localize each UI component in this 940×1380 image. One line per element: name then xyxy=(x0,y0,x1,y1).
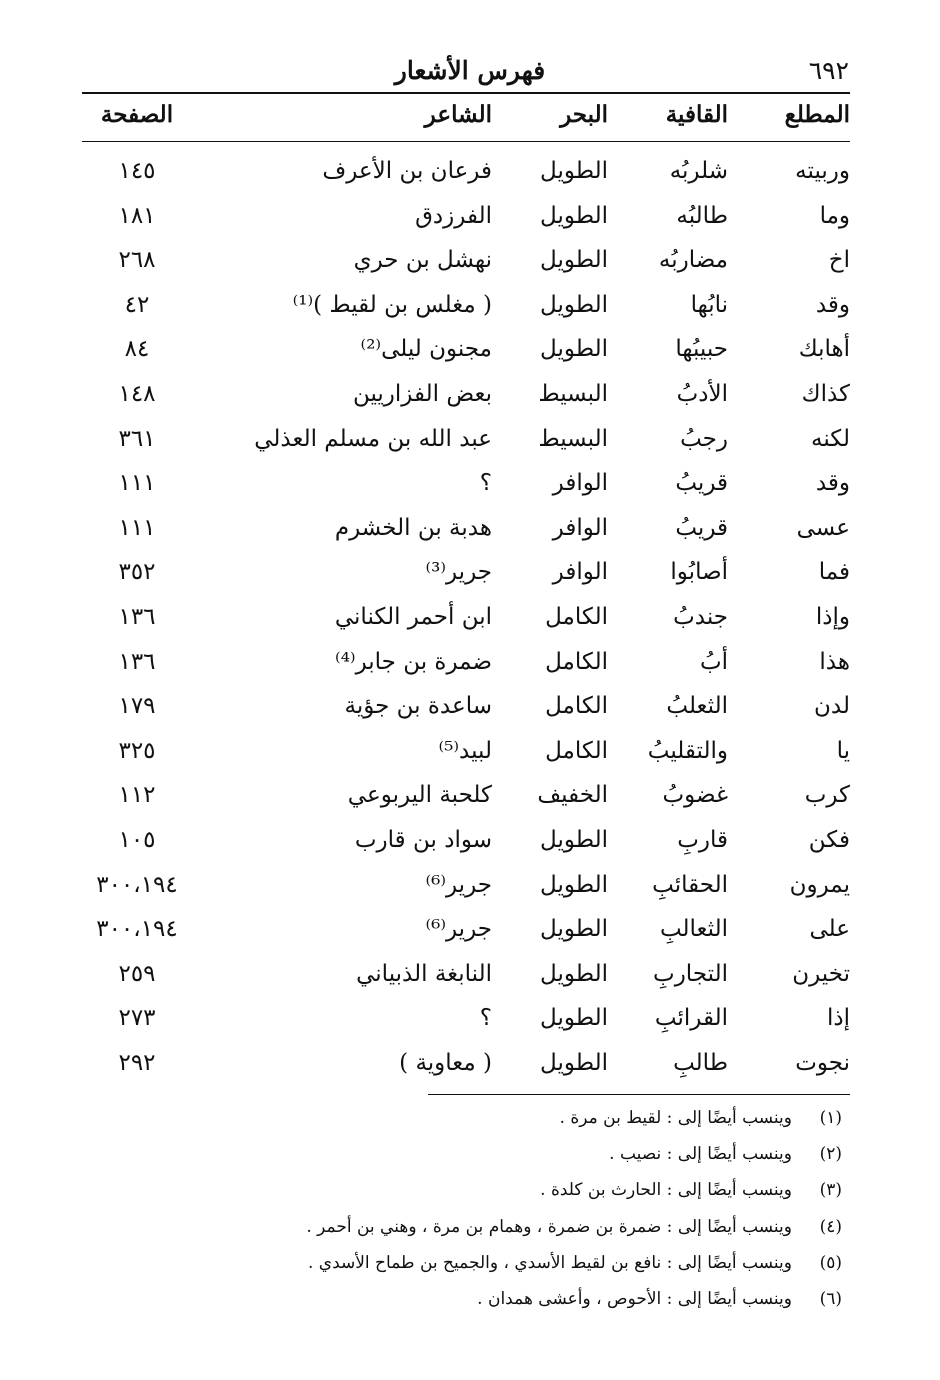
footnote-number: (٢) xyxy=(819,1144,842,1165)
cell-bahr: البسيط xyxy=(538,380,608,407)
cell-page: ٣٢٥ xyxy=(118,737,156,764)
footnote-text: وينسب أيضًا إلى : الأحوص ، وأعشى همدان . xyxy=(477,1288,792,1309)
cell-qafiya: قريبُ xyxy=(675,514,728,541)
table-row xyxy=(82,330,850,375)
column-header-qafiya: القافية xyxy=(665,101,728,128)
cell-shaer: ابن أحمر الكناني xyxy=(334,603,492,630)
cell-matla: لكنه xyxy=(811,425,850,452)
cell-matla: على xyxy=(809,916,850,943)
cell-matla: إذا xyxy=(826,1005,850,1032)
table-row xyxy=(82,687,850,732)
table-row xyxy=(82,866,850,911)
cell-shaer: لبيد⁽⁵⁾ xyxy=(438,737,492,764)
cell-shaer: عبد الله بن مسلم العذلي xyxy=(254,425,492,452)
cell-matla: اخ xyxy=(828,247,850,274)
footnote-number: (٥) xyxy=(819,1252,842,1273)
footnote-number: (٤) xyxy=(819,1216,842,1237)
cell-matla: لدن xyxy=(814,693,850,720)
cell-matla: يمرون xyxy=(789,871,850,898)
cell-qafiya: نابُها xyxy=(690,291,728,318)
cell-bahr: الوافر xyxy=(552,470,608,497)
cell-bahr: الطويل xyxy=(540,826,608,853)
column-header-shaer: الشاعر xyxy=(424,101,492,128)
cell-qafiya: رجبُ xyxy=(680,425,728,452)
cell-shaer: ( مغلس بن لقيط )⁽¹⁾ xyxy=(292,291,492,318)
footnote-text: وينسب أيضًا إلى : لقيط بن مرة . xyxy=(559,1108,792,1128)
poetry-index-table xyxy=(82,152,850,1088)
cell-shaer: كلحبة اليربوعي xyxy=(347,782,492,809)
cell-page: ٣٠٠،١٩٤ xyxy=(96,871,178,898)
cell-bahr: الطويل xyxy=(540,291,608,318)
cell-qafiya: طالبُه xyxy=(676,202,728,229)
cell-qafiya: مضاربُه xyxy=(658,247,728,274)
cell-qafiya: قاربِ xyxy=(677,826,728,853)
cell-bahr: الوافر xyxy=(552,514,608,541)
cell-bahr: البسيط xyxy=(538,425,608,452)
table-row xyxy=(82,732,850,777)
footnote-text: وينسب أيضًا إلى : نافع بن لقيط الأسدي ، والجميح بن طماح الأسدي . xyxy=(307,1252,792,1273)
cell-matla: كرب xyxy=(804,782,850,809)
cell-bahr: الطويل xyxy=(540,960,608,987)
cell-qafiya: أصابُوا xyxy=(670,559,728,586)
footnote xyxy=(280,1211,850,1247)
cell-qafiya: الحقائبِ xyxy=(652,871,728,898)
cell-page: ٢٥٩ xyxy=(118,960,156,987)
cell-shaer: النابغة الذبياني xyxy=(356,960,492,987)
cell-matla: تخيرن xyxy=(792,960,850,987)
table-row xyxy=(82,643,850,688)
cell-shaer: ضمرة بن جابر⁽⁴⁾ xyxy=(335,648,492,675)
cell-matla: نجوت xyxy=(795,1049,850,1076)
cell-shaer: نهشل بن حري xyxy=(353,247,492,274)
cell-page: ١٨١ xyxy=(118,202,156,229)
page-number: ٦٩٢ xyxy=(808,56,849,85)
cell-bahr: الطويل xyxy=(540,202,608,229)
running-title: فهرس الأشعار xyxy=(394,56,546,85)
cell-matla: فكن xyxy=(808,826,850,853)
cell-qafiya: والتقليبُ xyxy=(647,737,728,764)
cell-shaer: فرعان بن الأعرف xyxy=(322,158,492,184)
table-row xyxy=(82,776,850,821)
footnote xyxy=(280,1247,850,1283)
cell-qafiya: القرائبِ xyxy=(654,1005,728,1032)
footnote xyxy=(280,1283,850,1319)
cell-matla: أهابك xyxy=(798,336,850,363)
table-row xyxy=(82,821,850,866)
cell-qafiya: الثعالبِ xyxy=(659,916,728,943)
cell-bahr: الكامل xyxy=(545,693,608,720)
cell-page: ٢٩٢ xyxy=(118,1049,156,1076)
cell-page: ١٣٦ xyxy=(118,603,156,630)
cell-bahr: الخفيف xyxy=(537,782,608,809)
cell-shaer: جرير⁽⁶⁾ xyxy=(425,916,492,943)
cell-shaer: سواد بن قارب xyxy=(354,826,492,853)
cell-shaer: ( معاوية ) xyxy=(399,1049,492,1076)
table-row xyxy=(82,152,850,197)
table-row xyxy=(82,464,850,509)
cell-bahr: الطويل xyxy=(540,916,608,943)
footnotes xyxy=(280,1102,850,1319)
footnote-number: (٣) xyxy=(819,1180,842,1201)
cell-shaer: الفرزدق xyxy=(415,202,492,229)
cell-qafiya: الثعلبُ xyxy=(666,693,728,720)
cell-page: ١١١ xyxy=(118,470,156,497)
cell-shaer: بعض الفزاريين xyxy=(352,380,492,407)
cell-bahr: الوافر xyxy=(552,559,608,586)
footnote-text: وينسب أيضًا إلى : الحارث بن كلدة . xyxy=(540,1180,792,1201)
cell-shaer: هدبة بن الخشرم xyxy=(334,514,492,541)
cell-bahr: الطويل xyxy=(540,247,608,274)
cell-page: ٣٥٢ xyxy=(118,559,156,586)
cell-page: ٣٦١ xyxy=(118,425,156,452)
cell-qafiya: التجاربِ xyxy=(653,960,728,987)
footnote xyxy=(280,1174,850,1210)
cell-page: ١١٢ xyxy=(118,782,156,809)
cell-matla: يا xyxy=(836,737,850,764)
cell-qafiya: شلربُه xyxy=(669,158,728,184)
table-row xyxy=(82,375,850,420)
cell-matla: فما xyxy=(818,559,850,586)
cell-qafiya: جندبُ xyxy=(673,603,728,630)
cell-page: ٨٤ xyxy=(124,336,150,363)
cell-qafiya: الأدبُ xyxy=(676,380,728,407)
cell-shaer: ساعدة بن جؤية xyxy=(344,693,492,720)
footnote xyxy=(280,1102,850,1138)
table-row xyxy=(82,509,850,554)
table-row xyxy=(82,910,850,955)
header-top-rule xyxy=(82,92,850,94)
cell-shaer: ؟ xyxy=(479,470,492,497)
cell-bahr: الكامل xyxy=(545,648,608,675)
cell-shaer: مجنون ليلى⁽²⁾ xyxy=(360,336,492,363)
table-row xyxy=(82,1044,850,1089)
cell-bahr: الكامل xyxy=(545,603,608,630)
column-header-page: الصفحة xyxy=(100,101,174,128)
table-row xyxy=(82,553,850,598)
cell-qafiya: طالبِ xyxy=(673,1049,728,1076)
cell-page: ١٤٥ xyxy=(118,158,156,184)
cell-page: ١٠٥ xyxy=(118,826,156,853)
footnote xyxy=(280,1138,850,1174)
cell-page: ٤٢ xyxy=(124,291,150,318)
table-header xyxy=(82,97,850,137)
footnote-text: وينسب أيضًا إلى : ضمرة بن ضمرة ، وهمام بن مرة ، وهني بن أحمر . xyxy=(306,1216,792,1237)
column-header-matla: المطلع xyxy=(784,101,850,128)
cell-shaer: جرير⁽³⁾ xyxy=(425,559,492,586)
cell-page: ٢٦٨ xyxy=(118,247,156,274)
header-bottom-rule xyxy=(82,141,850,142)
cell-qafiya: حبيبُها xyxy=(675,336,728,363)
cell-shaer: جرير⁽⁶⁾ xyxy=(425,871,492,898)
cell-page: ١١١ xyxy=(118,514,156,541)
table-row xyxy=(82,286,850,331)
table-row xyxy=(82,197,850,242)
cell-matla: عسى xyxy=(796,514,850,541)
table-row xyxy=(82,241,850,286)
cell-matla: كذاك xyxy=(801,380,850,407)
cell-matla: وإذا xyxy=(815,603,850,630)
cell-bahr: الطويل xyxy=(540,871,608,898)
cell-matla: هذا xyxy=(819,648,850,675)
cell-matla: وقد xyxy=(815,291,850,318)
table-row xyxy=(82,999,850,1044)
cell-bahr: الطويل xyxy=(540,336,608,363)
cell-qafiya: قريبُ xyxy=(675,470,728,497)
footnote-number: (١) xyxy=(819,1108,842,1128)
column-header-bahr: البحر xyxy=(560,101,608,128)
cell-page: ٢٧٣ xyxy=(118,1005,156,1032)
cell-matla: وربيته xyxy=(795,158,850,184)
cell-page: ٣٠٠،١٩٤ xyxy=(96,916,178,943)
cell-page: ١٣٦ xyxy=(118,648,156,675)
cell-bahr: الطويل xyxy=(540,158,608,184)
cell-shaer: ؟ xyxy=(479,1005,492,1032)
footnote-text: وينسب أيضًا إلى : نصيب . xyxy=(609,1144,792,1165)
cell-qafiya: غضوبُ xyxy=(662,782,728,809)
table-row xyxy=(82,955,850,1000)
cell-bahr: الطويل xyxy=(540,1005,608,1032)
cell-page: ١٤٨ xyxy=(118,380,156,407)
cell-matla: وقد xyxy=(815,470,850,497)
table-row xyxy=(82,598,850,643)
footnote-number: (٦) xyxy=(819,1288,842,1309)
cell-qafiya: أبُ xyxy=(699,648,728,675)
footnote-separator xyxy=(428,1094,850,1095)
cell-bahr: الكامل xyxy=(545,737,608,764)
cell-page: ١٧٩ xyxy=(118,693,156,720)
table-row xyxy=(82,420,850,465)
cell-bahr: الطويل xyxy=(540,1049,608,1076)
cell-matla: وما xyxy=(819,202,850,229)
